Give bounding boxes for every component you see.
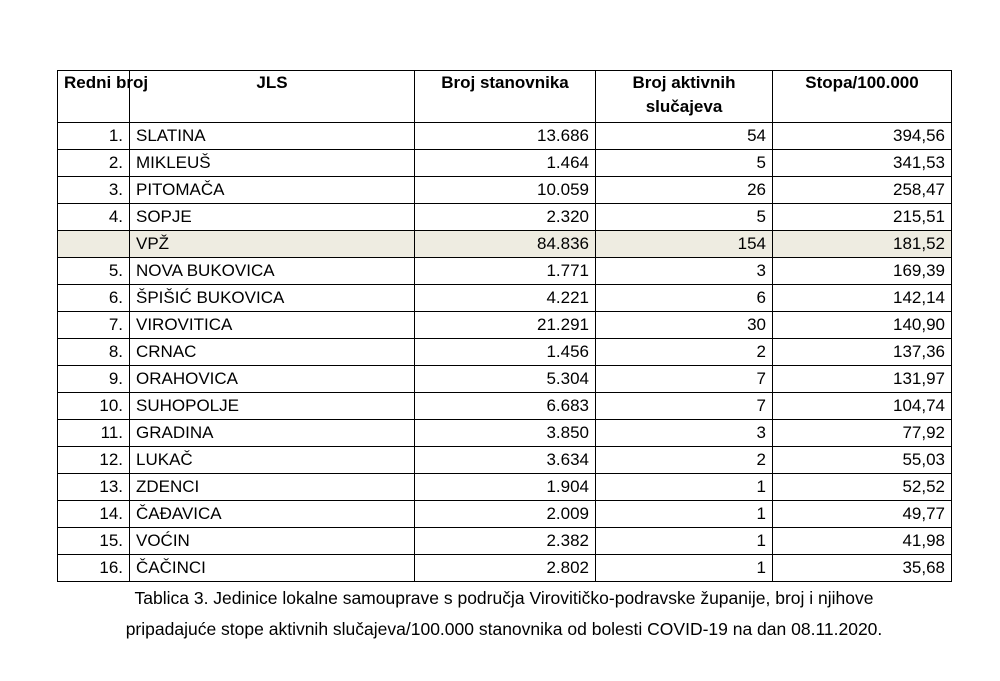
cell-rank: 2. xyxy=(58,150,130,177)
cell-active-cases: 5 xyxy=(596,150,773,177)
cell-active-cases: 2 xyxy=(596,447,773,474)
cell-jls: GRADINA xyxy=(130,420,415,447)
cell-rate: 181,52 xyxy=(773,231,952,258)
cell-rank: 1. xyxy=(58,123,130,150)
cell-active-cases: 154 xyxy=(596,231,773,258)
cell-rate: 140,90 xyxy=(773,312,952,339)
table-row xyxy=(58,555,952,582)
cell-active-cases: 3 xyxy=(596,258,773,285)
cell-active-cases: 7 xyxy=(596,366,773,393)
cell-active-cases: 2 xyxy=(596,339,773,366)
cell-population: 2.382 xyxy=(415,528,596,555)
cell-population: 2.009 xyxy=(415,501,596,528)
cell-active-cases: 1 xyxy=(596,555,773,582)
table-row xyxy=(58,474,952,501)
cell-jls: NOVA BUKOVICA xyxy=(130,258,415,285)
cell-population: 1.771 xyxy=(415,258,596,285)
caption-line-1: Tablica 3. Jedinice lokalne samouprave s područja Virovitičko-podravske županije, broj i njihove xyxy=(134,588,874,608)
cell-population: 2.320 xyxy=(415,204,596,231)
cell-rate: 169,39 xyxy=(773,258,952,285)
cell-jls: VOĆIN xyxy=(130,528,415,555)
cell-active-cases: 54 xyxy=(596,123,773,150)
cell-rank: 11. xyxy=(58,420,130,447)
table-header-row xyxy=(58,71,952,123)
cell-jls: ČAČINCI xyxy=(130,555,415,582)
table-row xyxy=(58,501,952,528)
cell-population: 13.686 xyxy=(415,123,596,150)
table-row xyxy=(58,528,952,555)
cell-active-cases: 1 xyxy=(596,474,773,501)
cell-jls: SLATINA xyxy=(130,123,415,150)
cell-rate: 104,74 xyxy=(773,393,952,420)
header-rate: Stopa/100.000 xyxy=(773,71,952,123)
cell-population: 1.464 xyxy=(415,150,596,177)
cell-population: 3.634 xyxy=(415,447,596,474)
cell-jls: MIKLEUŠ xyxy=(130,150,415,177)
table-row xyxy=(58,123,952,150)
cell-active-cases: 7 xyxy=(596,393,773,420)
cell-rank: 5. xyxy=(58,258,130,285)
cell-active-cases: 6 xyxy=(596,285,773,312)
table-row xyxy=(58,339,952,366)
table-row xyxy=(58,204,952,231)
cell-active-cases: 5 xyxy=(596,204,773,231)
cell-rank: 3. xyxy=(58,177,130,204)
cell-rate: 137,36 xyxy=(773,339,952,366)
table-row xyxy=(58,285,952,312)
cell-population: 2.802 xyxy=(415,555,596,582)
cell-rate: 215,51 xyxy=(773,204,952,231)
cell-rank: 10. xyxy=(58,393,130,420)
table-caption xyxy=(57,583,951,645)
cell-jls: VPŽ xyxy=(130,231,415,258)
table-row xyxy=(58,258,952,285)
cell-active-cases: 26 xyxy=(596,177,773,204)
cell-rate: 142,14 xyxy=(773,285,952,312)
table-row xyxy=(58,177,952,204)
cell-active-cases: 1 xyxy=(596,501,773,528)
cell-active-cases: 3 xyxy=(596,420,773,447)
cell-population: 3.850 xyxy=(415,420,596,447)
cell-jls: ČAĐAVICA xyxy=(130,501,415,528)
cell-rank xyxy=(58,231,130,258)
table-row xyxy=(58,231,952,258)
cell-active-cases: 30 xyxy=(596,312,773,339)
cell-rate: 341,53 xyxy=(773,150,952,177)
header-jls: JLS xyxy=(130,71,415,123)
header-rank: Redni broj xyxy=(58,71,130,123)
cell-rank: 4. xyxy=(58,204,130,231)
cell-population: 6.683 xyxy=(415,393,596,420)
cell-jls: ORAHOVICA xyxy=(130,366,415,393)
cell-jls: SOPJE xyxy=(130,204,415,231)
covid-rates-table xyxy=(57,70,952,582)
cell-rank: 15. xyxy=(58,528,130,555)
header-active-cases: Broj aktivnih slučajeva xyxy=(596,71,773,123)
cell-rate: 55,03 xyxy=(773,447,952,474)
cell-rate: 41,98 xyxy=(773,528,952,555)
table-row xyxy=(58,366,952,393)
cell-active-cases: 1 xyxy=(596,528,773,555)
table-row xyxy=(58,150,952,177)
cell-rate: 52,52 xyxy=(773,474,952,501)
cell-rate: 394,56 xyxy=(773,123,952,150)
cell-rank: 12. xyxy=(58,447,130,474)
cell-jls: CRNAC xyxy=(130,339,415,366)
table-row xyxy=(58,420,952,447)
cell-population: 1.456 xyxy=(415,339,596,366)
cell-rank: 14. xyxy=(58,501,130,528)
cell-jls: SUHOPOLJE xyxy=(130,393,415,420)
cell-population: 1.904 xyxy=(415,474,596,501)
cell-jls: ZDENCI xyxy=(130,474,415,501)
table-body xyxy=(58,123,952,582)
table-row xyxy=(58,447,952,474)
cell-rate: 77,92 xyxy=(773,420,952,447)
table-row xyxy=(58,312,952,339)
cell-rank: 13. xyxy=(58,474,130,501)
cell-jls: ŠPIŠIĆ BUKOVICA xyxy=(130,285,415,312)
cell-rank: 9. xyxy=(58,366,130,393)
cell-population: 84.836 xyxy=(415,231,596,258)
caption-line-2: pripadajuće stope aktivnih slučajeva/100.000 stanovnika od bolesti COVID-19 na dan 08.11.2020. xyxy=(125,619,883,639)
header-population: Broj stanovnika xyxy=(415,71,596,123)
cell-jls: LUKAČ xyxy=(130,447,415,474)
cell-population: 21.291 xyxy=(415,312,596,339)
table-row xyxy=(58,393,952,420)
cell-population: 5.304 xyxy=(415,366,596,393)
cell-rank: 7. xyxy=(58,312,130,339)
cell-rate: 131,97 xyxy=(773,366,952,393)
cell-jls: PITOMAČA xyxy=(130,177,415,204)
cell-rank: 6. xyxy=(58,285,130,312)
cell-rank: 16. xyxy=(58,555,130,582)
cell-rank: 8. xyxy=(58,339,130,366)
cell-rate: 35,68 xyxy=(773,555,952,582)
cell-jls: VIROVITICA xyxy=(130,312,415,339)
cell-population: 10.059 xyxy=(415,177,596,204)
cell-rate: 258,47 xyxy=(773,177,952,204)
cell-rate: 49,77 xyxy=(773,501,952,528)
cell-population: 4.221 xyxy=(415,285,596,312)
